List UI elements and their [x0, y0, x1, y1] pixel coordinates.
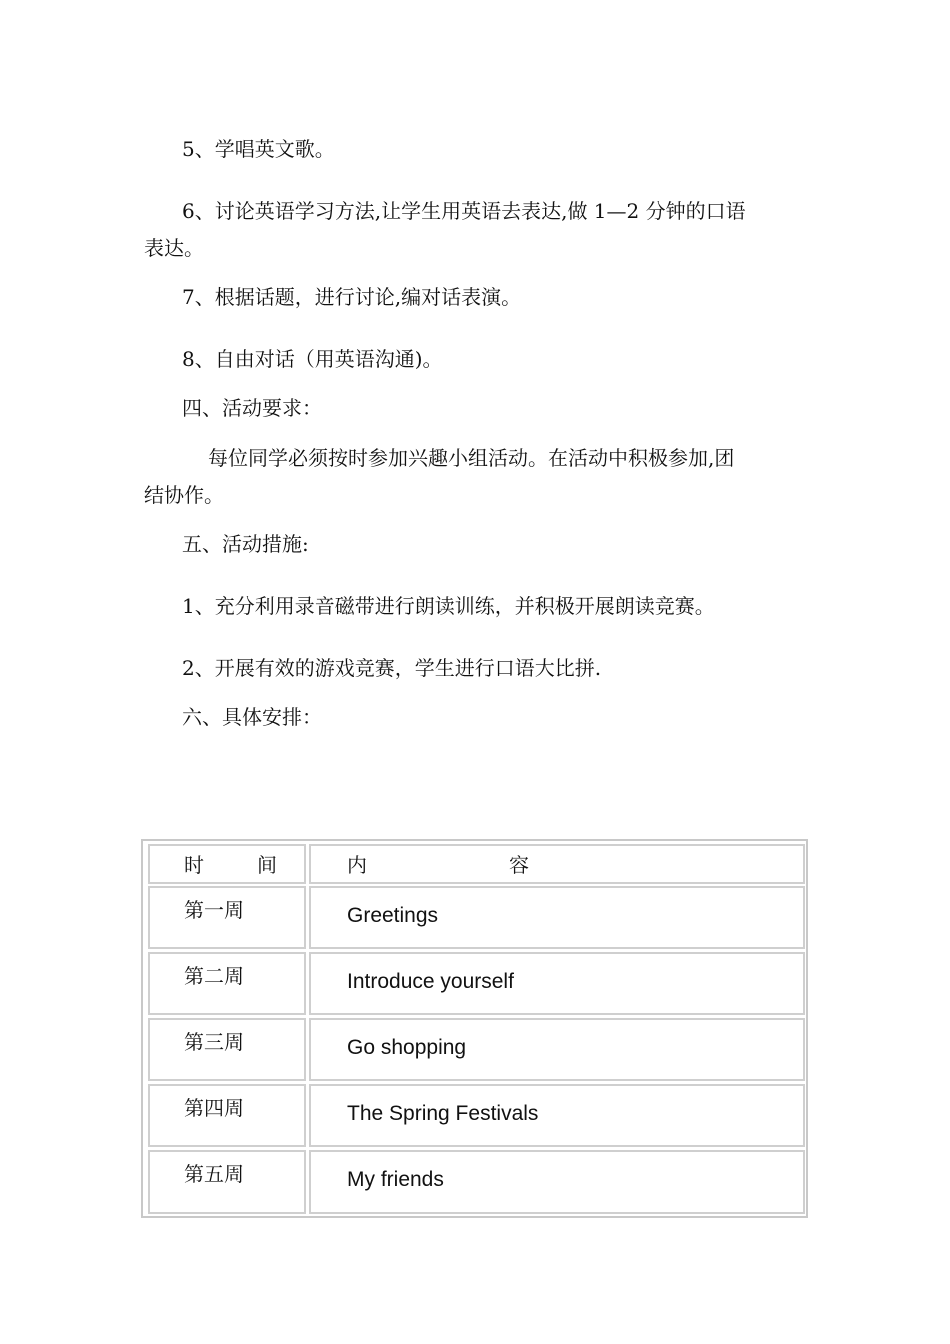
measure-1: 1、充分利用录音磁带进行朗读训练，并积极开展朗读竞赛。 [182, 594, 715, 618]
header-time-char-2: 间 [257, 853, 277, 877]
week-label: 第三周 [184, 1030, 244, 1054]
table-row-topic [309, 886, 805, 949]
topic-label: Greetings [347, 904, 439, 927]
item-7-dialogue-performance: 7、根据话题，进行讨论,编对话表演。 [182, 285, 522, 309]
topic-label: The Spring Festivals [347, 1102, 539, 1125]
section-5-heading: 五、活动措施: [182, 532, 309, 556]
week-label: 第一周 [184, 898, 244, 922]
week-label: 第二周 [184, 964, 244, 988]
table-row-week [148, 1150, 306, 1214]
header-content-cell [309, 844, 805, 884]
week-label: 第五周 [184, 1162, 244, 1186]
topic-label: Go shopping [347, 1036, 467, 1059]
header-time-cell [148, 844, 306, 884]
table-row-topic [309, 1018, 805, 1081]
table-row-topic [309, 952, 805, 1015]
header-content-char-2: 容 [509, 853, 529, 877]
week-label: 第四周 [184, 1096, 244, 1120]
schedule-table [141, 839, 808, 1218]
header-content-char-1: 内 [347, 853, 367, 877]
requirements-continuation: 结协作。 [144, 483, 224, 507]
item-8-free-dialogue: 8、自由对话（用英语沟通)。 [182, 347, 443, 371]
item-6-discuss-methods: 6、讨论英语学习方法,让学生用英语去表达,做 1—2 分钟的口语 [182, 199, 746, 223]
table-row-topic [309, 1150, 805, 1214]
topic-label: My friends [347, 1168, 444, 1191]
section-4-heading: 四、活动要求： [182, 396, 322, 420]
requirements-paragraph: 每位同学必须按时参加兴趣小组活动。在活动中积极参加,团 [208, 446, 735, 470]
table-row-week [148, 1084, 306, 1147]
table-row-topic [309, 1084, 805, 1147]
table-row-week [148, 1018, 306, 1081]
table-row-week [148, 952, 306, 1015]
measure-2: 2、开展有效的游戏竞赛，学生进行口语大比拼. [182, 656, 602, 680]
item-5-sing-songs: 5、学唱英文歌。 [182, 137, 335, 161]
header-time-char-1: 时 [184, 853, 204, 877]
topic-label: Introduce yourself [347, 970, 514, 993]
table-row-week [148, 886, 306, 949]
item-6-continuation: 表达。 [144, 236, 204, 260]
section-6-heading: 六、具体安排： [182, 705, 322, 729]
